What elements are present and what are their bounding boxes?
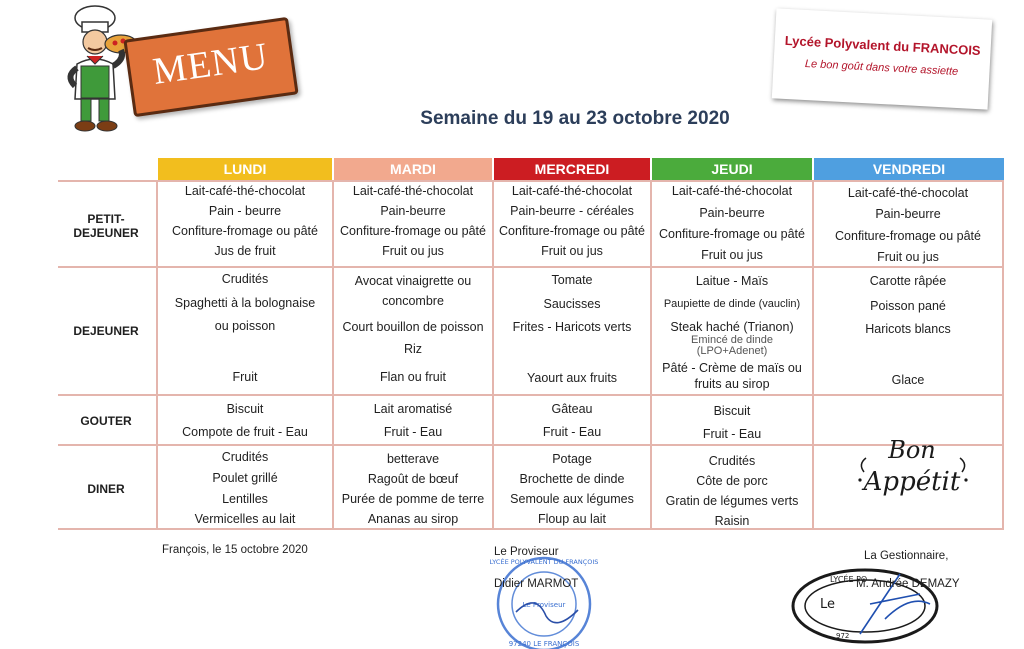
menu-item: Ragoût de bœuf <box>367 472 459 486</box>
day-header-mardi: MARDI <box>334 158 492 180</box>
menu-item: Pâté - Crème de maïs ou <box>662 361 802 375</box>
bon-appetit-line1: Bon <box>888 436 936 464</box>
meal-label-diner: DINER <box>87 482 125 496</box>
cell-diner-mercredi <box>494 446 650 528</box>
menu-item: Yaourt aux fruits <box>526 371 618 385</box>
menu-item: Lait aromatisé <box>373 402 453 416</box>
menu-item: Crudités <box>708 454 756 468</box>
cell-petit-dejeuner-lundi <box>158 182 332 266</box>
menu-item: Emincé de dinde <box>691 334 773 346</box>
menu-item: Lait-café-thé-chocolat <box>847 186 969 200</box>
menu-item: Fruit <box>232 370 258 384</box>
school-slogan: Le bon goût dans votre assiette <box>804 57 959 78</box>
menu-item: Lait-café-thé-chocolat <box>671 184 793 198</box>
menu-item: Gratin de légumes verts <box>665 494 799 508</box>
cell-petit-dejeuner-jeudi <box>652 182 812 266</box>
cell-diner-mardi <box>334 446 492 528</box>
stamp-bottom-text: 972 <box>836 632 850 640</box>
cell-dejeuner-lundi <box>158 268 332 394</box>
menu-item: Raisin <box>714 514 750 528</box>
menu-item: betterave <box>386 452 440 466</box>
menu-item: Frites - Haricots verts <box>512 320 632 334</box>
proviseur-stamp <box>486 552 600 649</box>
menu-item: Crudités <box>221 272 269 286</box>
cell-dejeuner-vendredi <box>814 268 1002 394</box>
meal-label-dejeuner: DEJEUNER <box>73 324 139 338</box>
stamp-middle-text: Le <box>820 597 836 612</box>
menu-item: Brochette de dinde <box>519 472 625 486</box>
menu-item: Lait-café-thé-chocolat <box>511 184 633 198</box>
menu-item: Confiture-fromage ou pâté <box>835 229 981 243</box>
cell-dejeuner-mercredi <box>494 268 650 394</box>
meal-label-petit-dejeuner: PETIT-DEJEUNER <box>73 212 139 240</box>
menu-item: Potage <box>552 452 592 466</box>
menu-item: Floup au lait <box>537 512 607 526</box>
menu-item: Biscuit <box>713 404 751 418</box>
menu-item: fruits au sirop <box>694 377 770 391</box>
menu-item: Purée de pomme de terre <box>341 492 485 506</box>
stamp-center-text: Le Proviseur <box>522 601 566 609</box>
menu-item: Confiture-fromage ou pâté <box>659 227 805 241</box>
menu-item: Pain-beurre <box>875 207 941 221</box>
menu-item: concombre <box>382 294 444 308</box>
stamp-ring-text: LYCÉE POLYVALENT DU FRANÇOIS <box>489 558 599 566</box>
menu-item: Compote de fruit - Eau <box>182 425 308 439</box>
menu-item: Vermicelles au lait <box>194 512 296 526</box>
cell-gouter-lundi <box>158 396 332 444</box>
day-header-mercredi: MERCREDI <box>494 158 650 180</box>
menu-item: Crudités <box>221 450 269 464</box>
menu-item: Pain-beurre <box>699 206 765 220</box>
cell-diner-jeudi <box>652 446 812 528</box>
cell-dejeuner-jeudi <box>652 268 812 394</box>
menu-item: Gâteau <box>551 402 593 416</box>
day-header-jeudi: JEUDI <box>652 158 812 180</box>
cell-gouter-mercredi <box>494 396 650 444</box>
cell-petit-dejeuner-mardi <box>334 182 492 266</box>
bon-appetit-lettering <box>852 428 972 506</box>
menu-item: (LPO+Adenet) <box>696 345 768 357</box>
menu-item: Biscuit <box>226 402 264 416</box>
proviseur-name: Didier MARMOT <box>494 578 579 590</box>
menu-item: Pain-beurre - céréales <box>510 204 634 218</box>
school-name: Lycée Polyvalent du FRANCOIS <box>784 32 981 59</box>
menu-item: Fruit ou jus <box>701 248 763 262</box>
menu-item: Glace <box>891 373 925 387</box>
day-header-lundi: LUNDI <box>158 158 332 180</box>
menu-item: Côte de porc <box>696 474 768 488</box>
menu-item: Lentilles <box>222 492 268 506</box>
menu-item: Carotte râpée <box>869 274 947 288</box>
gestionnaire-title: La Gestionnaire, <box>864 550 949 562</box>
menu-item: Tomate <box>551 273 593 287</box>
proviseur-title: Le Proviseur <box>494 546 559 558</box>
grid-line <box>1002 180 1004 530</box>
stamp-top-text: LYCÉE PO <box>830 575 868 584</box>
menu-item: Jus de fruit <box>214 244 276 258</box>
menu-item: Spaghetti à la bolognaise <box>174 296 316 310</box>
menu-item: Poisson pané <box>870 299 946 313</box>
day-header-vendredi: VENDREDI <box>814 158 1004 180</box>
menu-item: Paupiette de dinde (vauclin) <box>663 298 801 310</box>
menu-item: Saucisses <box>543 297 601 311</box>
menu-sign-text: MENU <box>150 35 271 93</box>
menu-item: Fruit ou jus <box>382 244 444 258</box>
menu-item: Flan ou fruit <box>379 370 446 384</box>
grid-line <box>58 528 1004 530</box>
gestionnaire-stamp <box>790 564 940 649</box>
menu-item: Fruit - Eau <box>702 427 762 441</box>
menu-item: Steak haché (Trianon) <box>670 320 794 334</box>
menu-item: Ananas au sirop <box>367 512 459 526</box>
place-date: François, le 15 octobre 2020 <box>162 544 308 556</box>
cell-gouter-mardi <box>334 396 492 444</box>
menu-item: Pain-beurre <box>380 204 446 218</box>
menu-item: Pain - beurre <box>208 204 282 218</box>
menu-item: Confiture-fromage ou pâté <box>499 224 645 238</box>
meal-label-gouter: GOUTER <box>80 414 132 428</box>
cell-diner-lundi <box>158 446 332 528</box>
cell-petit-dejeuner-mercredi <box>494 182 650 266</box>
menu-item: Court bouillon de poisson <box>342 320 484 334</box>
cell-petit-dejeuner-vendredi <box>814 182 1002 266</box>
bon-appetit-line2: Appétit <box>863 467 961 497</box>
menu-item: Haricots blancs <box>865 322 951 336</box>
menu-item: Avocat vinaigrette ou <box>354 274 472 288</box>
menu-item: Confiture-fromage ou pâté <box>172 224 318 238</box>
menu-item: ou poisson <box>214 319 276 333</box>
cell-dejeuner-mardi <box>334 268 492 394</box>
gestionnaire-name: M. Andrée DEMAZY <box>856 578 960 590</box>
menu-item: Fruit - Eau <box>383 425 443 439</box>
menu-item: Fruit - Eau <box>542 425 602 439</box>
menu-item: Laitue - Maïs <box>695 274 769 288</box>
menu-item: Riz <box>403 342 423 356</box>
stamp-bottom-text: 97240 LE FRANÇOIS <box>508 640 580 648</box>
menu-item: Confiture-fromage ou pâté <box>340 224 486 238</box>
menu-item: Fruit ou jus <box>541 244 603 258</box>
menu-item: Poulet grillé <box>212 471 278 485</box>
menu-item: Semoule aux légumes <box>510 492 634 506</box>
menu-item: Lait-café-thé-chocolat <box>184 184 306 198</box>
school-header-card <box>772 8 992 109</box>
menu-item: Lait-café-thé-chocolat <box>352 184 474 198</box>
week-title: Semaine du 19 au 23 octobre 2020 <box>420 108 730 129</box>
menu-item: Fruit ou jus <box>877 250 939 264</box>
cell-gouter-jeudi <box>652 396 812 444</box>
